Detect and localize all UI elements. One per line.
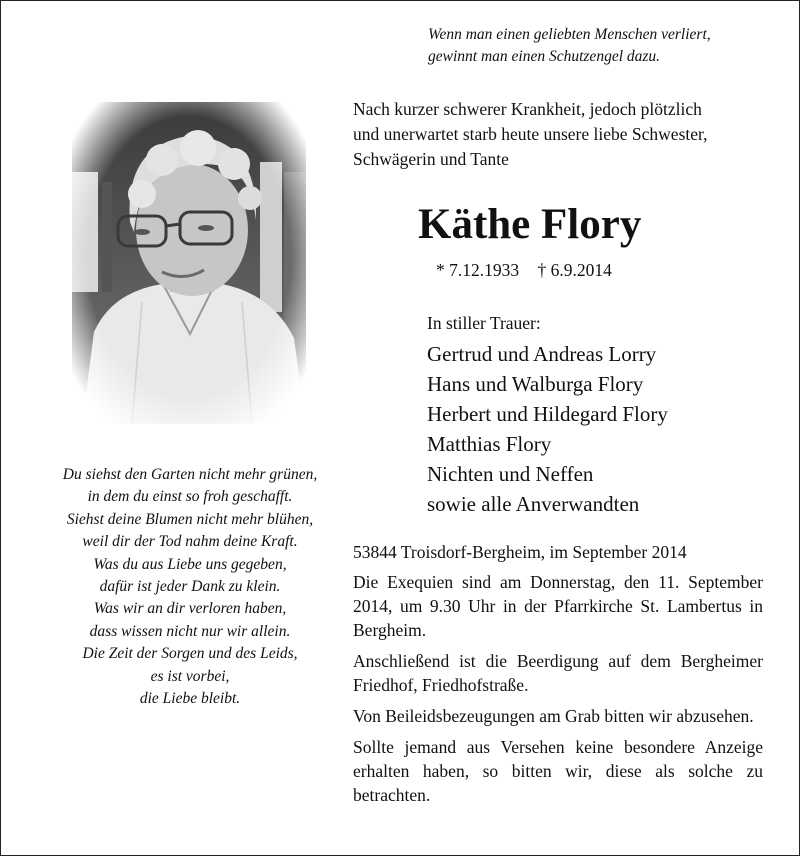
poem-line: Was wir an dir verloren haben, — [93, 600, 287, 618]
mourner-name: Nichten und Neffen — [427, 462, 594, 486]
poem-line: Du siehst den Garten nicht mehr grünen, — [62, 466, 318, 483]
deceased-name: Käthe Flory — [418, 201, 642, 248]
mourner-name: Matthias Flory — [427, 432, 552, 456]
notice-paragraph: Sollte jemand aus Versehen keine besondere Anzeige erhalten haben, so bitten wir, diese als solche zu betrachten. — [353, 737, 763, 805]
intro-line: Nach kurzer schwerer Krankheit, jedoch plötzlich — [353, 99, 702, 119]
poem-line: Siehst deine Blumen nicht mehr blühen, — [66, 510, 314, 528]
condolences-paragraph: Von Beileidsbezeugungen am Grab bitten wir abzusehen. — [353, 706, 754, 726]
intro-line: und unerwartet starb heute unsere liebe Schwester, — [353, 124, 708, 144]
mourners-lead: In stiller Trauer: — [427, 313, 541, 333]
poem-line: weil dir der Tod nahm deine Kraft. — [82, 533, 298, 551]
portrait-photo — [72, 102, 306, 424]
funeral-details — [353, 540, 763, 814]
mourners-list — [427, 311, 777, 519]
burial-paragraph: Anschließend ist die Beerdigung auf dem Bergheimer Friedhof, Friedhofstraße. — [353, 651, 763, 695]
mourner-name: sowie alle Anverwandten — [427, 492, 640, 516]
portrait-photo-icon — [72, 102, 306, 424]
exequies-paragraph: Die Exequien sind am Donnerstag, den 11. September 2014, um 9.30 Uhr in der Pfarrkirche St. Lambertus in Bergheim. — [353, 572, 763, 640]
mourner-name: Herbert und Hildegard Flory — [427, 402, 668, 426]
poem-line: Was du aus Liebe uns gegeben, — [93, 555, 287, 573]
intro-line: Schwägerin und Tante — [353, 149, 509, 169]
motto-quote — [404, 24, 774, 68]
poem-line: es ist vorbei, — [150, 667, 230, 685]
death-date: † 6.9.2014 — [537, 260, 612, 280]
mourner-name: Hans und Walburga Flory — [427, 372, 644, 396]
life-dates — [436, 258, 736, 282]
motto-line: gewinnt man einen Schutzengel dazu. — [428, 48, 661, 65]
poem-line: die Liebe bleibt. — [139, 690, 241, 708]
poem-line: Die Zeit der Sorgen und des Leids, — [82, 645, 298, 663]
poem-line: dafür ist jeder Dank zu klein. — [99, 578, 281, 596]
intro-text — [353, 97, 773, 172]
mourner-name: Gertrud und Andreas Lorry — [427, 342, 657, 366]
poem-line: in dem du einst so froh geschafft. — [87, 488, 293, 506]
motto-line: Wenn man einen geliebten Menschen verliert, — [428, 26, 711, 43]
memorial-poem — [30, 464, 350, 710]
birth-date: * 7.12.1933 — [436, 260, 520, 280]
place-date: 53844 Troisdorf-Bergheim, im September 2014 — [353, 542, 687, 562]
poem-line: dass wissen nicht nur wir allein. — [89, 622, 291, 640]
